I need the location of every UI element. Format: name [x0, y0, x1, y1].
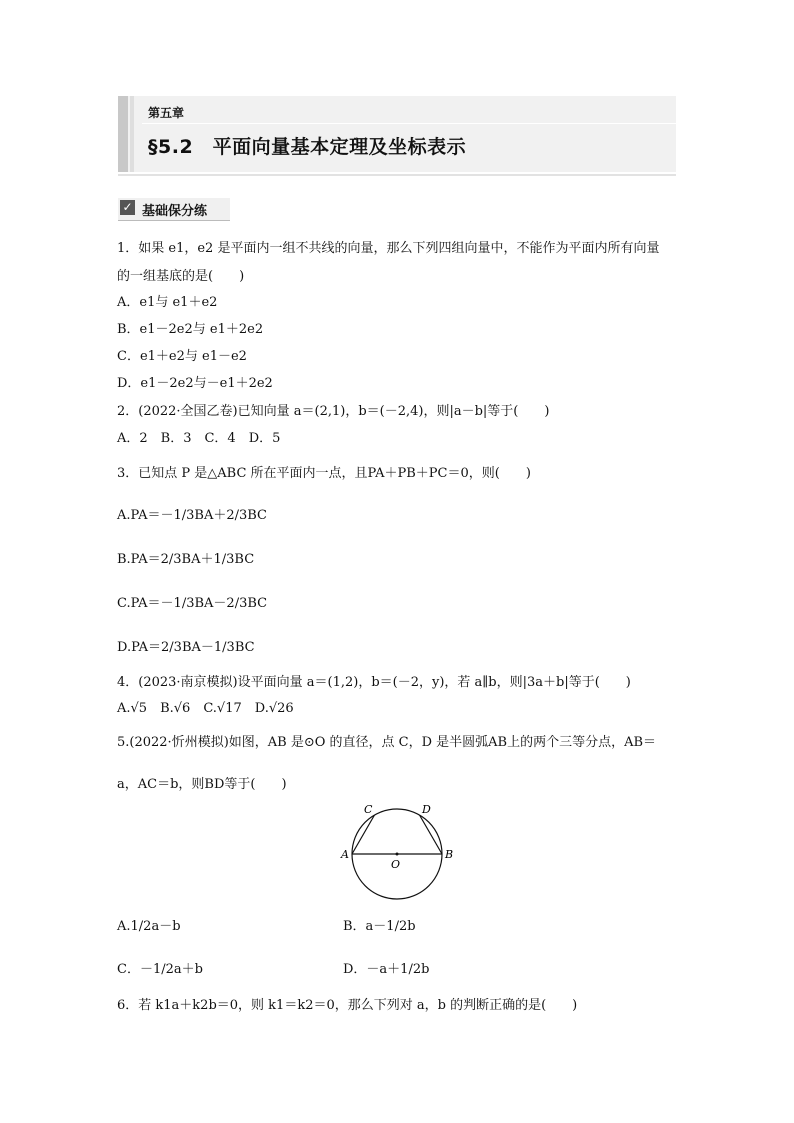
q5-stem-line2: a，AC＝b，则BD等于( )	[117, 777, 287, 792]
chord-bd	[420, 815, 443, 854]
q3-stem: 3．已知点 P 是△ABC 所在平面内一点，且PA＋PB＋PC＝0，则( )	[117, 466, 531, 481]
label-b: B	[445, 848, 454, 861]
q2-stem: 2．(2022·全国乙卷)已知向量 a＝(2,1)，b＝(－2,4)，则|a－b|等于( )	[117, 404, 550, 419]
q5-stem-line1: 5.(2022·忻州模拟)如图，AB 是⊙O 的直径，点 C，D 是半圆弧AB上的两个三等分点，AB＝	[117, 735, 657, 750]
q1-stem-line1: 1．如果 e1，e2 是平面内一组不共线的向量，那么下列四组向量中，不能作为平面内所有向量	[117, 241, 660, 256]
chapter-header	[118, 96, 676, 172]
center-dot	[396, 853, 399, 856]
section-heading	[118, 198, 230, 221]
circle-figure	[338, 800, 458, 904]
q3-option-b: B.PA＝2/3BA＋1/3BC	[117, 552, 255, 567]
header-accent-bar-2	[130, 96, 134, 172]
chapter-label: 第五章	[148, 106, 185, 120]
q3-option-c: C.PA＝－1/3BA－2/3BC	[117, 596, 268, 611]
q5-option-b: B．a－1/2b	[343, 919, 416, 934]
q1-option-b: B．e1－2e2与 e1＋2e2	[117, 322, 264, 337]
q1-option-c: C．e1＋e2与 e1－e2	[117, 349, 247, 364]
section-label: 基础保分练	[142, 204, 208, 219]
q4-stem: 4．(2023·南京模拟)设平面向量 a＝(1,2)，b＝(－2，y)，若 a∥b，则|3a＋b|等于( )	[117, 675, 631, 690]
checkbox-icon: ✓	[120, 200, 135, 215]
q4-options: A.√5 B.√6 C.√17 D.√26	[117, 701, 294, 716]
label-a: A	[341, 848, 349, 861]
header-divider	[142, 123, 676, 124]
q6-stem: 6．若 k1a＋k2b＝0，则 k1＝k2＝0，那么下列对 a，b 的判断正确的是( )	[117, 998, 578, 1013]
page-title: §5.2 平面向量基本定理及坐标表示	[148, 136, 467, 158]
q2-options: A．2 B．3 C．4 D．5	[117, 431, 281, 446]
label-c: C	[364, 803, 373, 816]
q3-option-d: D.PA＝2/3BA－1/3BC	[117, 640, 255, 655]
label-d: D	[422, 803, 431, 816]
header-accent-bar	[118, 96, 128, 172]
q3-option-a: A.PA＝－1/3BA＋2/3BC	[117, 508, 267, 523]
q5-option-a: A.1/2a－b	[117, 919, 181, 934]
header-bottom-rule	[118, 174, 676, 176]
q5-option-c: C．－1/2a＋b	[117, 962, 203, 977]
q1-option-d: D．e1－2e2与－e1＋2e2	[117, 376, 273, 391]
q1-stem-line2: 的一组基底的是( )	[117, 269, 245, 284]
chord-ac	[352, 815, 375, 854]
label-o: O	[391, 858, 401, 871]
q1-option-a: A．e1与 e1＋e2	[117, 295, 218, 310]
q5-option-d: D．－a＋1/2b	[343, 962, 430, 977]
